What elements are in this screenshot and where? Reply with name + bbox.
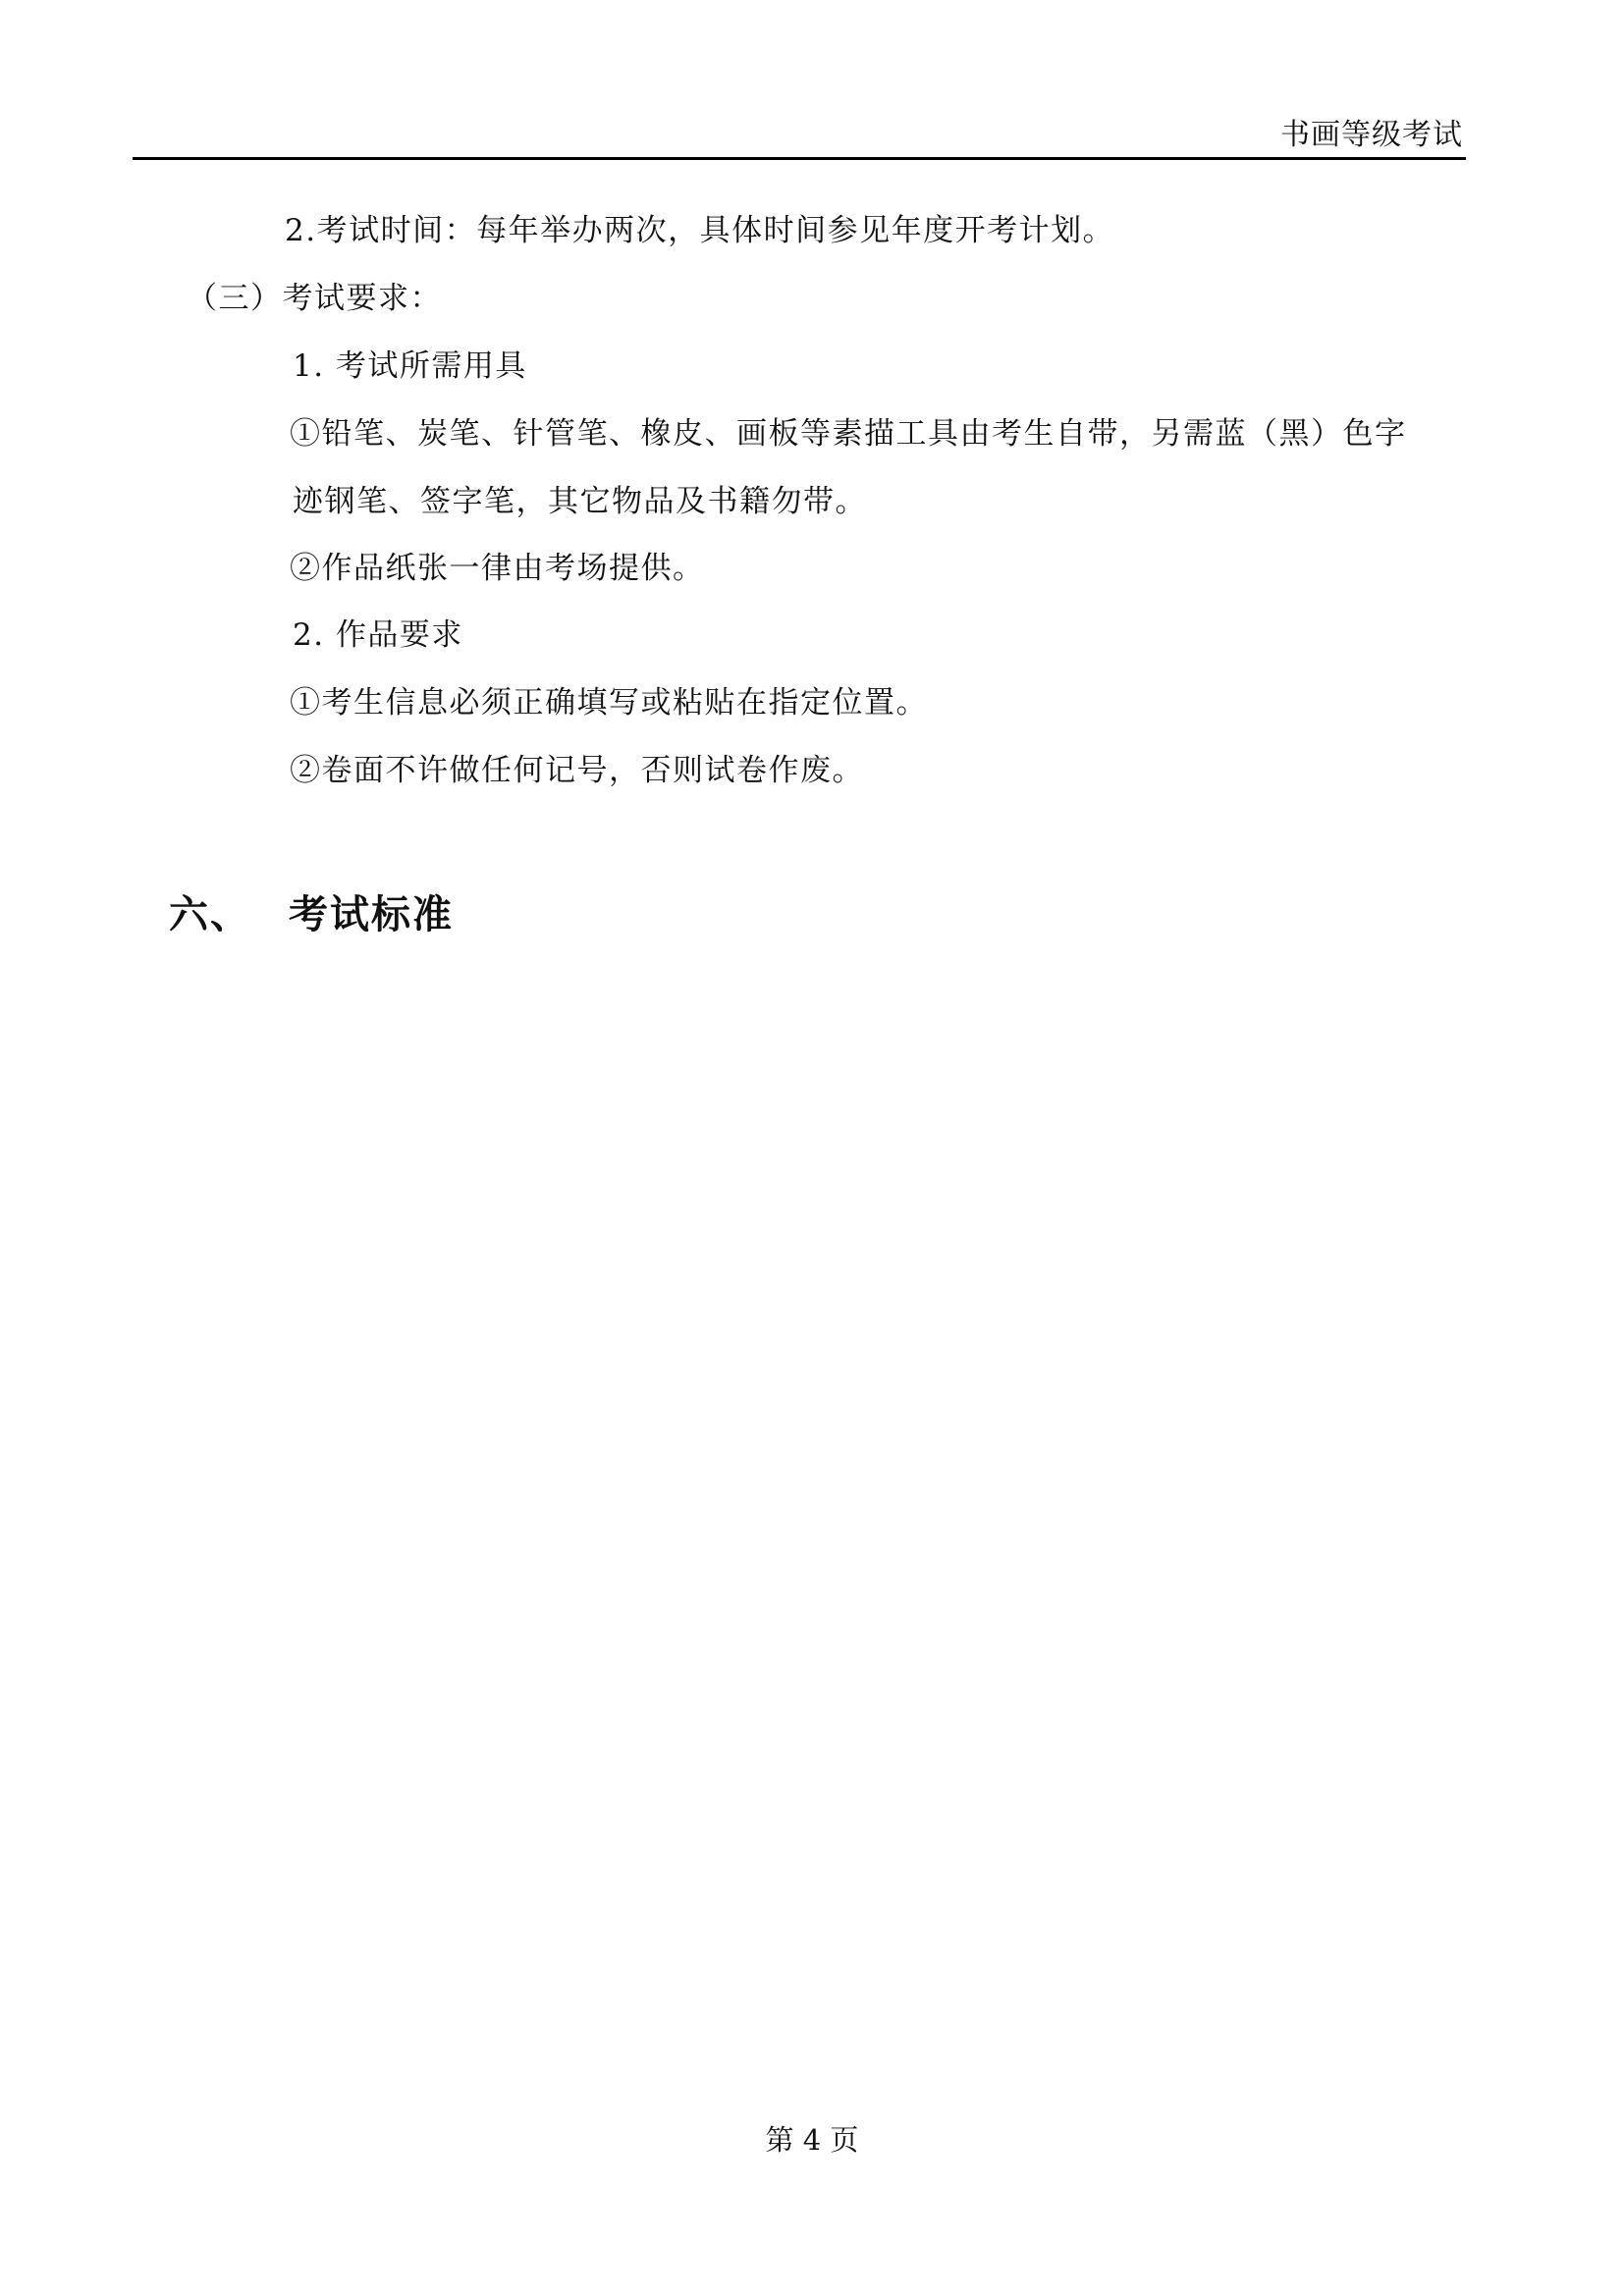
header-rule [133, 157, 1466, 160]
paragraph-tools-item-2: ②作品纸张一律由考场提供。 [290, 551, 705, 586]
section-number: 六、 [169, 892, 251, 937]
section-title: 考试标准 [289, 892, 454, 937]
paragraph-tools-item-1: ①铅笔、炭笔、针管笔、橡皮、画板等素描工具由考生自带，另需蓝（黑）色字 [290, 416, 1407, 452]
subsection-heading-exam-requirements: （三）考试要求： [187, 281, 442, 316]
list-heading-required-tools: 1. 考试所需用具 [293, 348, 527, 384]
section-heading [169, 889, 454, 940]
list-heading-work-requirements: 2. 作品要求 [293, 617, 463, 653]
page-number-footer: 第 4 页 [765, 2123, 859, 2157]
paragraph-work-item-1: ①考生信息必须正确填写或粘贴在指定位置。 [290, 685, 928, 721]
paragraph-exam-time: 2.考试时间：每年举办两次，具体时间参见年度开考计划。 [285, 213, 1115, 248]
running-header-title: 书画等级考试 [1280, 118, 1463, 152]
paragraph-work-item-2: ②卷面不许做任何记号，否则试卷作废。 [290, 753, 864, 788]
paragraph-tools-item-1-continued: 迹钢笔、签字笔，其它物品及书籍勿带。 [293, 484, 867, 519]
